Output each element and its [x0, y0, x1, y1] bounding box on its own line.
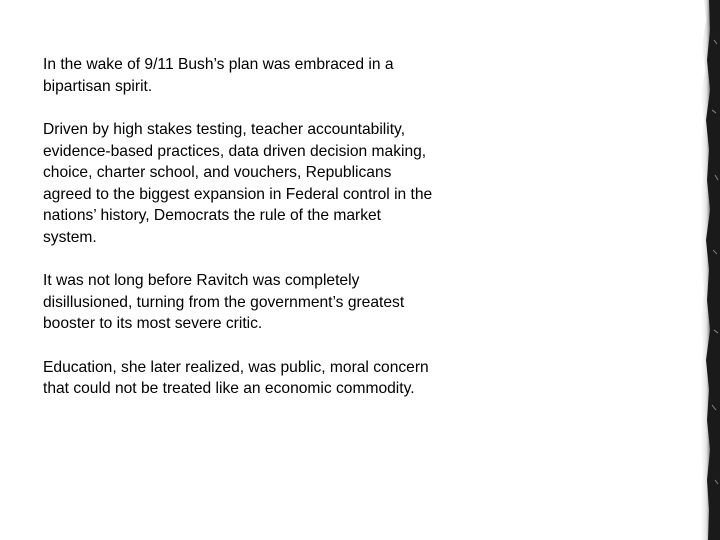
- paragraph-1: In the wake of 9/11 Bush’s plan was embraced in a bipartisan spirit.: [43, 56, 394, 95]
- paragraph-2: Driven by high stakes testing, teacher accountability, evidence-based practices, data driven decision making, choice, charter school, and vouchers, Republicans agreed to the biggest expansion in Federal control in the nations’ history, Democrats the rule of the market system.: [43, 121, 433, 246]
- slide-body: [43, 54, 438, 400]
- paragraph-3: It was not long before Ravitch was completely disillusioned, turning from the government’s greatest booster to its most severe critic.: [43, 272, 405, 332]
- decorative-brush-edge: [690, 0, 720, 540]
- paragraph-4: Education, she later realized, was public, moral concern that could not be treated like an economic commodity.: [43, 358, 429, 397]
